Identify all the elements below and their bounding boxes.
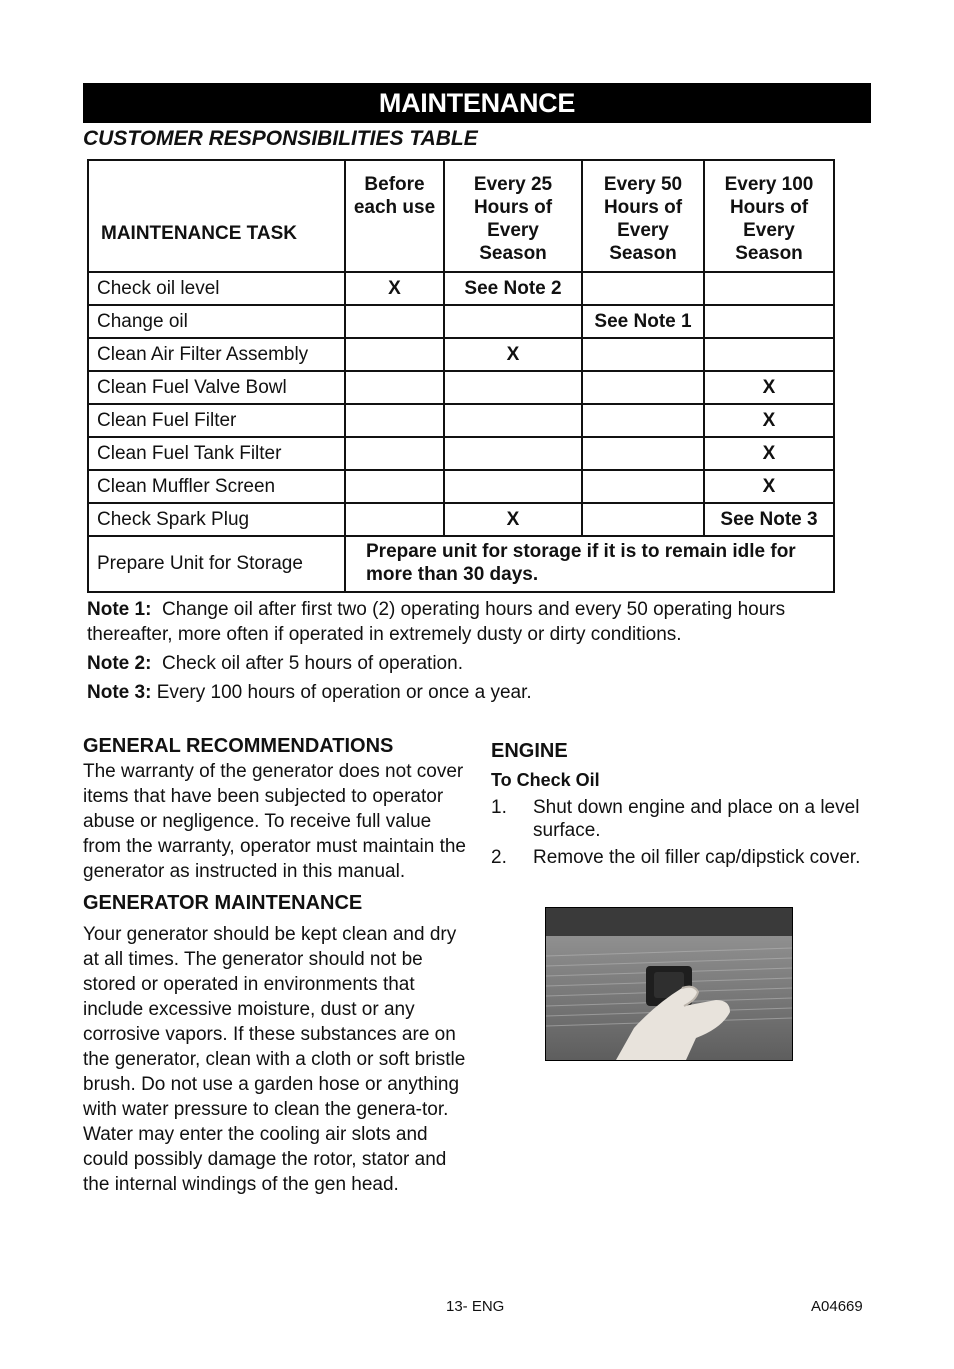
table-title: CUSTOMER RESPONSIBILITIES TABLE <box>83 127 478 150</box>
schedule-cell <box>444 371 582 404</box>
schedule-cell: X <box>704 404 834 437</box>
schedule-cell <box>582 338 704 371</box>
table-row <box>88 305 834 338</box>
schedule-cell <box>444 470 582 503</box>
schedule-cell <box>345 404 444 437</box>
note-3 <box>87 680 847 705</box>
note-text: Change oil after first two (2) operating hours and every 50 operating hours thereafter, more often if operated in extremely dusty or dirty conditions. <box>87 599 786 645</box>
header-every-25-hours: Every 25 Hours of Every Season <box>444 160 582 272</box>
schedule-cell: See Note 3 <box>704 503 834 536</box>
header-maintenance-task: MAINTENANCE TASK <box>88 160 345 272</box>
schedule-cell <box>345 305 444 338</box>
schedule-cell <box>345 338 444 371</box>
schedule-cell <box>444 305 582 338</box>
task-cell: Clean Fuel Valve Bowl <box>88 371 345 404</box>
step-number: 2. <box>491 847 507 868</box>
check-oil-steps <box>491 796 861 869</box>
schedule-cell <box>582 470 704 503</box>
task-cell: Prepare Unit for Storage <box>88 536 345 592</box>
general-recommendations-body: The warranty of the generator does not cover items that have been subjected to operator abuse or negligence. To receive full value from the warranty, operator must maintain the generator as instructed in this manual. <box>83 761 466 882</box>
schedule-cell <box>345 503 444 536</box>
check-oil-subheading: To Check Oil <box>491 770 600 790</box>
step-text: Remove the oil filler cap/dipstick cover. <box>533 847 861 868</box>
schedule-cell <box>345 470 444 503</box>
storage-instruction: Prepare unit for storage if it is to remain idle for more than 30 days. <box>345 536 834 592</box>
schedule-cell <box>444 437 582 470</box>
note-text: Every 100 hours of operation or once a year. <box>156 682 532 703</box>
task-cell: Clean Muffler Screen <box>88 470 345 503</box>
generator-maintenance-body: Your generator should be kept clean and dry at all times. The generator should not be stored or operated in environments that include excessive moisture, dust or any corrosive vapors. If these substances are on the generator, clean with a cloth or soft bristle brush. Do not use a garden hose or anything with water pressure to clean the genera-tor. Water may enter the cooling air slots and could possibly damage the rotor, stator and the internal windings of the gen head. <box>83 924 466 1195</box>
header-every-100-hours: Every 100 Hours of Every Season <box>704 160 834 272</box>
schedule-cell <box>345 371 444 404</box>
photo-illustration <box>546 908 792 1060</box>
engine-heading: ENGINE <box>491 740 568 762</box>
note-2 <box>87 651 847 676</box>
schedule-cell: X <box>444 338 582 371</box>
schedule-cell <box>704 272 834 305</box>
section-banner: MAINTENANCE <box>83 83 871 123</box>
document-code: A04669 <box>811 1298 863 1315</box>
table-row <box>88 503 834 536</box>
table-row <box>88 470 834 503</box>
task-cell: Check oil level <box>88 272 345 305</box>
task-cell: Clean Fuel Filter <box>88 404 345 437</box>
customer-responsibilities-table <box>87 159 835 593</box>
schedule-cell <box>582 503 704 536</box>
schedule-cell: See Note 1 <box>582 305 704 338</box>
schedule-cell <box>582 272 704 305</box>
schedule-cell <box>345 437 444 470</box>
header-every-50-hours: Every 50 Hours of Every Season <box>582 160 704 272</box>
note-label: Note 2: <box>87 653 152 674</box>
task-cell: Clean Fuel Tank Filter <box>88 437 345 470</box>
header-before-each-use: Before each use <box>345 160 444 272</box>
oil-filler-cap-photo <box>545 907 793 1061</box>
schedule-cell <box>444 404 582 437</box>
note-text: Check oil after 5 hours of operation. <box>161 653 463 674</box>
note-1 <box>87 597 847 647</box>
table-row <box>88 404 834 437</box>
table-row <box>88 272 834 305</box>
note-label: Note 1: <box>87 599 152 620</box>
table-row <box>88 371 834 404</box>
schedule-cell: X <box>345 272 444 305</box>
schedule-cell <box>704 305 834 338</box>
table-row-storage <box>88 536 834 592</box>
schedule-cell: X <box>704 437 834 470</box>
right-column <box>491 738 861 873</box>
left-column <box>83 733 468 1197</box>
schedule-cell: X <box>704 470 834 503</box>
page-number: 13- ENG <box>446 1298 505 1315</box>
task-cell: Clean Air Filter Assembly <box>88 338 345 371</box>
step-text: Shut down engine and place on a level surface. <box>533 797 860 841</box>
schedule-cell: X <box>704 371 834 404</box>
table-header-row <box>88 160 834 272</box>
task-cell: Change oil <box>88 305 345 338</box>
table-row <box>88 437 834 470</box>
task-cell: Check Spark Plug <box>88 503 345 536</box>
step-number: 1. <box>491 797 507 818</box>
schedule-cell: See Note 2 <box>444 272 582 305</box>
schedule-cell <box>704 338 834 371</box>
list-item <box>491 796 861 842</box>
list-item <box>491 846 861 869</box>
schedule-cell <box>582 371 704 404</box>
schedule-cell <box>582 437 704 470</box>
general-recommendations-heading: GENERAL RECOMMENDATIONS <box>83 735 394 757</box>
table-row <box>88 338 834 371</box>
schedule-cell: X <box>444 503 582 536</box>
table-notes <box>87 597 847 709</box>
generator-maintenance-heading: GENERATOR MAINTENANCE <box>83 892 363 914</box>
note-label: Note 3: <box>87 682 152 703</box>
schedule-cell <box>582 404 704 437</box>
